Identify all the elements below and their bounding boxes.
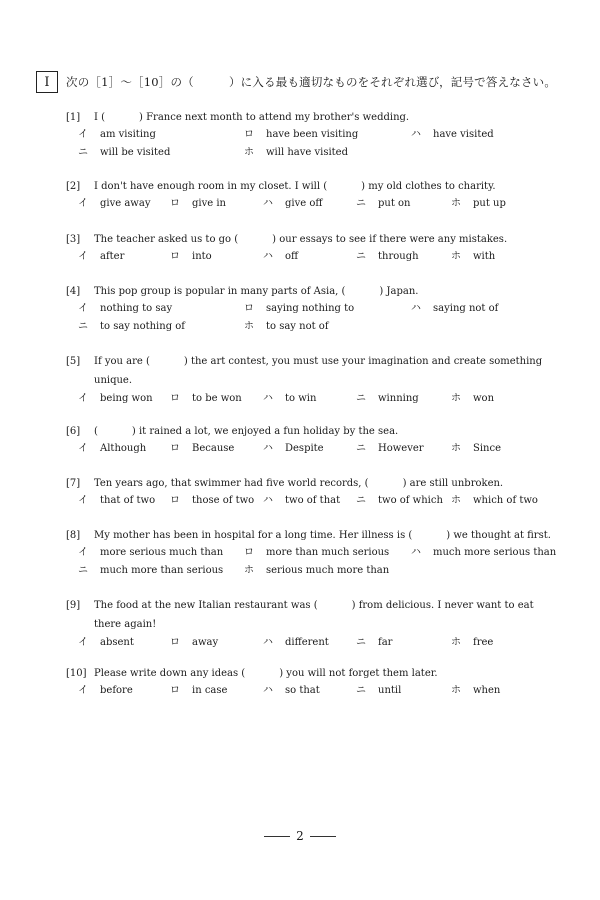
question-number: [9] — [66, 600, 81, 611]
option-i: イ am visiting — [78, 129, 156, 140]
options-row — [66, 144, 556, 162]
option-i: イ absent — [78, 637, 134, 648]
option-ho: ホ free — [451, 637, 494, 648]
option-i: イ Although — [78, 443, 147, 454]
option-ho: ホ serious much more than — [244, 565, 390, 576]
question-number: [10] — [66, 668, 87, 679]
option-ro: ロ those of two — [170, 495, 255, 506]
options-row — [66, 634, 556, 652]
question-3 — [66, 232, 556, 266]
options-row — [66, 682, 556, 700]
question-number: [7] — [66, 478, 81, 489]
option-i: イ after — [78, 251, 125, 262]
question-stem: [1] I ( ) France next month to attend my brother's wedding. — [66, 110, 556, 126]
footer-dash-left — [264, 836, 290, 837]
option-ho: ホ put up — [451, 198, 506, 209]
option-ho: ホ with — [451, 251, 496, 262]
options-row — [66, 390, 556, 408]
question-stem: [7] Ten years ago, that swimmer had five world records, ( ) are still unbroken. — [66, 476, 556, 492]
question-stem: [5] If you are ( ) the art contest, you must use your imagination and create something unique. — [66, 352, 556, 390]
question-8 — [66, 528, 556, 580]
option-ha: ハ so that — [263, 685, 320, 696]
options-row — [66, 562, 556, 580]
option-ha: ハ give off — [263, 198, 323, 209]
footer-dash-right — [310, 836, 336, 837]
option-ho: ホ won — [451, 393, 495, 404]
option-ni: ニ two of which — [356, 495, 443, 506]
question-1 — [66, 110, 556, 162]
option-ha: ハ Despite — [263, 443, 324, 454]
question-5 — [66, 352, 556, 408]
question-stem: [3] The teacher asked us to go ( ) our essays to see if there were any mistakes. — [66, 232, 556, 248]
option-ho: ホ which of two — [451, 495, 538, 506]
option-ha: ハ have visited — [411, 129, 494, 140]
question-stem: [9] The food at the new Italian restaurant was ( ) from delicious. I never want to eat there again! — [66, 596, 556, 634]
option-ni: ニ winning — [356, 393, 419, 404]
option-ro: ロ away — [170, 637, 219, 648]
options-row — [66, 492, 556, 510]
question-2 — [66, 179, 556, 213]
option-ha: ハ two of that — [263, 495, 341, 506]
options-row — [66, 544, 556, 562]
question-number: [4] — [66, 286, 81, 297]
question-7 — [66, 476, 556, 510]
option-i: イ that of two — [78, 495, 156, 506]
section-header — [36, 71, 576, 95]
question-number: [3] — [66, 234, 81, 245]
page-number: 2 — [296, 829, 304, 843]
option-ro: ロ saying nothing to — [244, 303, 355, 314]
question-number: [2] — [66, 181, 81, 192]
question-6 — [66, 424, 556, 458]
option-ho: ホ Since — [451, 443, 502, 454]
option-ro: ロ to be won — [170, 393, 242, 404]
option-ro: ロ in case — [170, 685, 228, 696]
option-ni: ニ much more than serious — [78, 565, 224, 576]
option-i: イ before — [78, 685, 133, 696]
option-ni: ニ put on — [356, 198, 411, 209]
question-9 — [66, 596, 556, 652]
option-ho: ホ will have visited — [244, 147, 348, 158]
options-row — [66, 248, 556, 266]
option-ro: ロ have been visiting — [244, 129, 359, 140]
option-ro: ロ into — [170, 251, 212, 262]
option-ha: ハ to win — [263, 393, 317, 404]
options-row — [66, 195, 556, 213]
option-ni: ニ until — [356, 685, 402, 696]
options-row — [66, 126, 556, 144]
option-ho: ホ when — [451, 685, 501, 696]
question-number: [5] — [66, 356, 81, 367]
options-row — [66, 318, 556, 336]
option-i: イ nothing to say — [78, 303, 173, 314]
option-ni: ニ to say nothing of — [78, 321, 185, 332]
option-i: イ being won — [78, 393, 153, 404]
options-row — [66, 440, 556, 458]
question-number: [1] — [66, 112, 81, 123]
question-stem: [2] I don't have enough room in my closet. I will ( ) my old clothes to charity. — [66, 179, 556, 195]
page-footer — [0, 829, 600, 843]
option-ha: ハ saying not of — [411, 303, 499, 314]
question-10 — [66, 666, 556, 700]
option-ro: ロ Because — [170, 443, 235, 454]
section-instruction: 次の［1］～［10］の（ ）に入る最も適切なものをそれぞれ選び，記号で答えなさい。 — [66, 75, 557, 89]
option-ha: ハ off — [263, 251, 299, 262]
question-stem: [6] ( ) it rained a lot, we enjoyed a fun holiday by the sea. — [66, 424, 556, 440]
options-row — [66, 300, 556, 318]
option-ni: ニ will be visited — [78, 147, 171, 158]
question-4 — [66, 284, 556, 336]
question-stem: [10] Please write down any ideas ( ) you will not forget them later. — [66, 666, 556, 682]
option-ni: ニ through — [356, 251, 419, 262]
option-ho: ホ to say not of — [244, 321, 329, 332]
option-ni: ニ However — [356, 443, 424, 454]
option-ni: ニ far — [356, 637, 393, 648]
section-number-box: I — [36, 71, 58, 93]
option-ha: ハ different — [263, 637, 329, 648]
option-ha: ハ much more serious than — [411, 547, 557, 558]
option-ro: ロ more than much serious — [244, 547, 390, 558]
question-number: [6] — [66, 426, 81, 437]
question-number: [8] — [66, 530, 81, 541]
question-stem: [8] My mother has been in hospital for a long time. Her illness is ( ) we thought at first. — [66, 528, 556, 544]
question-stem: [4] This pop group is popular in many parts of Asia, ( ) Japan. — [66, 284, 556, 300]
option-i: イ give away — [78, 198, 151, 209]
option-ro: ロ give in — [170, 198, 226, 209]
option-i: イ more serious much than — [78, 547, 224, 558]
